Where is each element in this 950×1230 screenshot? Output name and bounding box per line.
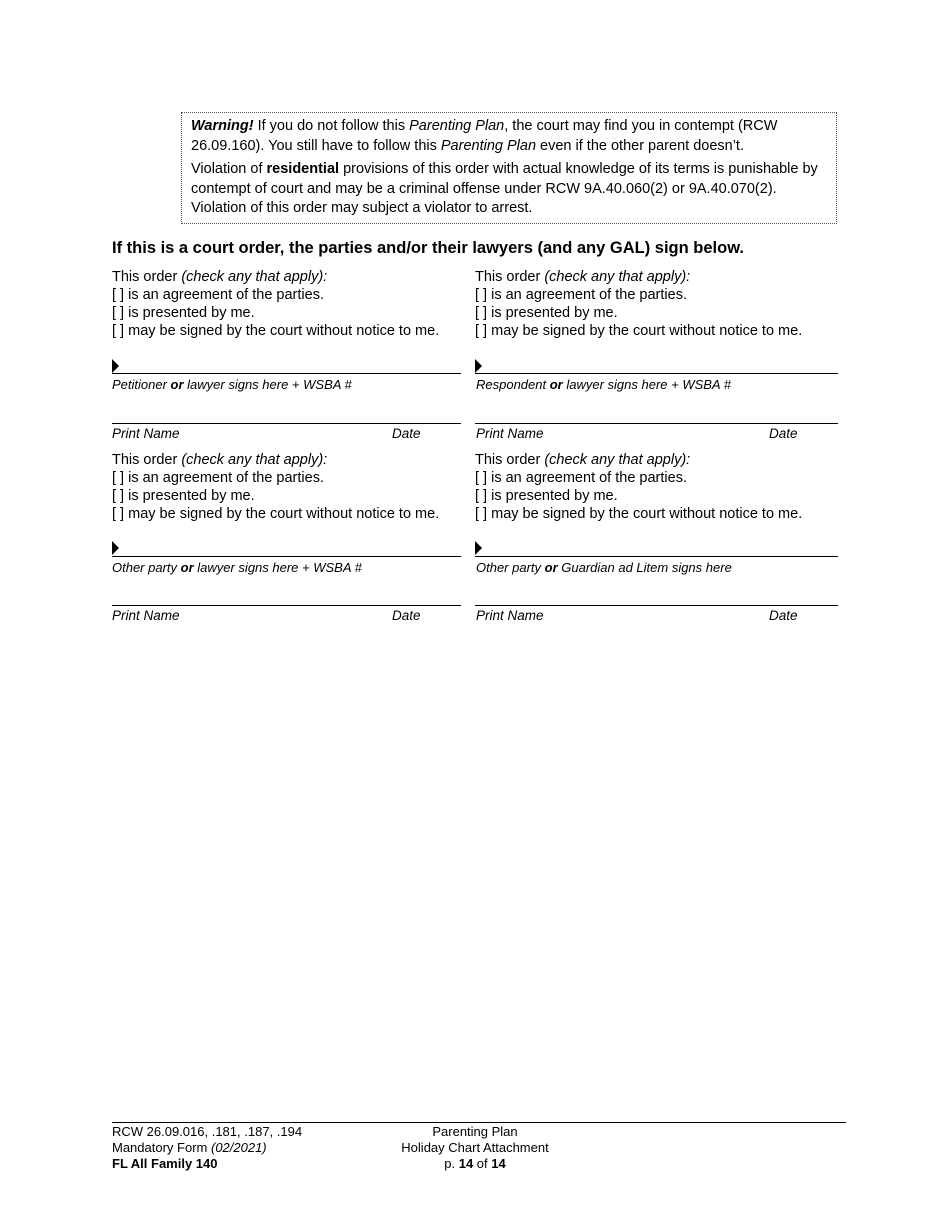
respondent-caption: Respondent or lawyer signs here + WSBA #: [476, 377, 731, 392]
warning-text: , the court may find you in contempt (RCW 26.09.160). You still have to follow this: [191, 118, 778, 154]
guardian-signature-line[interactable]: [475, 556, 838, 557]
warning-paragraph-2: [191, 160, 828, 219]
option-agreement[interactable]: [ ] is an agreement of the parties.: [112, 287, 324, 303]
signature-arrow-icon: [112, 359, 119, 373]
order-options-respondent: [475, 268, 802, 340]
warning-text-italic: Parenting Plan: [440, 137, 537, 154]
order-options-guardian: [475, 451, 802, 523]
print-name-label: Print Name: [476, 426, 544, 441]
warning-paragraph-1: [191, 117, 828, 156]
signature-arrow-icon: [475, 359, 482, 373]
order-intro-italic: (check any that apply):: [181, 452, 328, 468]
option-agreement[interactable]: [ ] is an agreement of the parties.: [112, 470, 324, 486]
signature-headline: If this is a court order, the parties and/or their lawyers (and any GAL) sign below.: [112, 239, 745, 257]
date-label: Date: [392, 426, 421, 441]
print-name-label: Print Name: [112, 426, 180, 441]
warning-text: even if the other parent doesn’t.: [536, 137, 744, 154]
respondent-print-name-line[interactable]: [475, 423, 838, 424]
warning-text-italic: Parenting Plan: [409, 118, 505, 134]
footer-page-number: p. 14 of 14: [444, 1156, 506, 1171]
print-name-label: Print Name: [112, 608, 180, 623]
warning-text: Violation of: [191, 161, 267, 177]
date-label: Date: [769, 426, 798, 441]
order-options-other-party: [112, 451, 439, 523]
order-intro-italic: (check any that apply):: [544, 452, 691, 468]
warning-text: If you do not follow this: [253, 118, 410, 134]
option-agreement[interactable]: [ ] is an agreement of the parties.: [475, 287, 687, 303]
other-party-caption: Other party or lawyer signs here + WSBA #: [112, 560, 362, 575]
date-label: Date: [392, 608, 421, 623]
petitioner-caption: Petitioner or lawyer signs here + WSBA #: [112, 377, 352, 392]
footer-rcw: RCW 26.09.016, .181, .187, .194: [112, 1124, 303, 1139]
option-agreement[interactable]: [ ] is an agreement of the parties.: [475, 470, 687, 486]
signature-arrow-icon: [112, 541, 119, 555]
option-presented[interactable]: [ ] is presented by me.: [475, 488, 618, 504]
footer-form-id: FL All Family 140: [112, 1156, 218, 1171]
warning-lead: Warning!: [191, 118, 254, 134]
warning-box: [181, 112, 837, 224]
order-intro: This order: [475, 269, 545, 285]
footer-mandatory: Mandatory Form (02/2021): [112, 1140, 267, 1155]
footer-center: [375, 1124, 575, 1172]
option-no-notice[interactable]: [ ] may be signed by the court without notice to me.: [475, 323, 803, 339]
footer-title: Parenting Plan: [432, 1124, 518, 1139]
order-intro-italic: (check any that apply):: [181, 269, 328, 285]
date-label: Date: [769, 608, 798, 623]
print-name-label: Print Name: [476, 608, 544, 623]
footer-divider: [112, 1122, 846, 1123]
petitioner-signature-line[interactable]: [112, 373, 461, 374]
warning-text-bold: residential: [266, 161, 340, 177]
order-options-petitioner: [112, 268, 439, 340]
footer-subtitle: Holiday Chart Attachment: [401, 1140, 549, 1155]
other-party-signature-line[interactable]: [112, 556, 461, 557]
guardian-print-name-line[interactable]: [475, 605, 838, 606]
signature-arrow-icon: [475, 541, 482, 555]
guardian-caption: Other party or Guardian ad Litem signs here: [476, 560, 732, 575]
order-intro: This order: [475, 452, 545, 468]
option-presented[interactable]: [ ] is presented by me.: [475, 305, 618, 321]
option-presented[interactable]: [ ] is presented by me.: [112, 488, 255, 504]
petitioner-print-name-line[interactable]: [112, 423, 461, 424]
order-intro: This order: [112, 269, 182, 285]
option-no-notice[interactable]: [ ] may be signed by the court without notice to me.: [112, 323, 440, 339]
option-no-notice[interactable]: [ ] may be signed by the court without notice to me.: [112, 506, 440, 522]
respondent-signature-line[interactable]: [475, 373, 838, 374]
warning-text: provisions of this order with actual knowledge of its terms is punishable by contempt of court and may be a criminal offense under RCW 9A.40.060(2) or 9A.40.070(2). Violation of this order may subject a violator to arrest.: [191, 161, 818, 216]
other-party-print-name-line[interactable]: [112, 605, 461, 606]
option-no-notice[interactable]: [ ] may be signed by the court without notice to me.: [475, 506, 803, 522]
order-intro: This order: [112, 452, 182, 468]
option-presented[interactable]: [ ] is presented by me.: [112, 305, 255, 321]
footer-left: [112, 1124, 302, 1172]
order-intro-italic: (check any that apply):: [544, 269, 691, 285]
